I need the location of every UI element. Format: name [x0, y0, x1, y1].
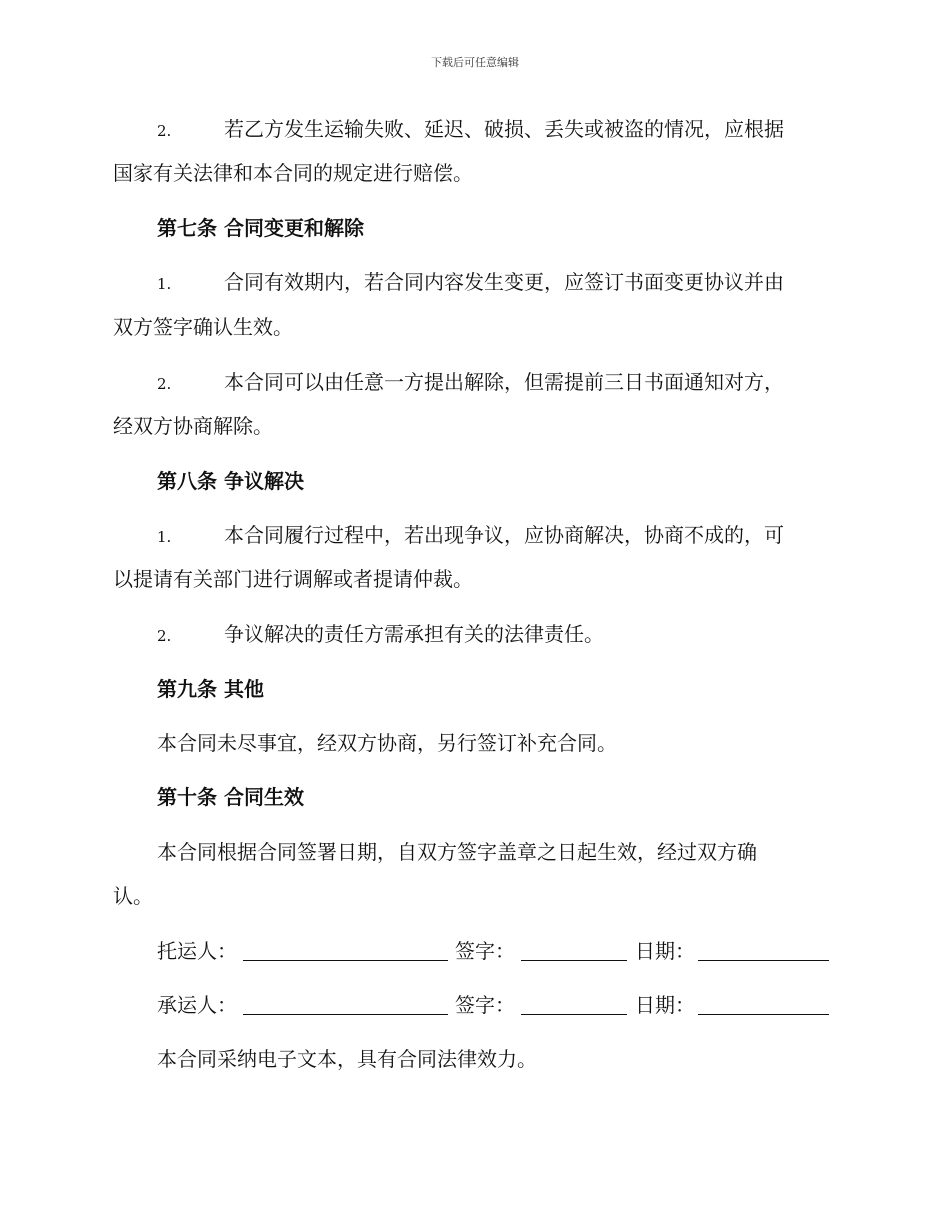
shipper-date-blank[interactable] — [698, 960, 829, 961]
section-heading: 第十条 合同生效 — [157, 785, 304, 809]
section-heading: 第七条 合同变更和解除 — [157, 216, 364, 240]
paragraph-line: 争议解决的责任方需承担有关的法律责任。 — [224, 622, 604, 646]
paragraph-line: 认。 — [113, 884, 153, 908]
item-number: 2. — [157, 627, 172, 645]
carrier-label: 承运人： — [157, 993, 237, 1017]
carrier-sign-label: 签字： — [455, 993, 515, 1017]
paragraph-line: 双方签字确认生效。 — [113, 315, 293, 339]
paragraph-line: 本合同未尽事宜，经双方协商，另行签订补充合同。 — [157, 731, 617, 755]
paragraph-line: 经双方协商解除。 — [113, 414, 273, 438]
item-number: 2. — [157, 375, 172, 393]
shipper-label: 托运人： — [157, 939, 237, 963]
item-number: 1. — [157, 528, 172, 546]
shipper-sign-blank[interactable] — [521, 960, 627, 961]
paragraph-line: 国家有关法律和本合同的规定进行赔偿。 — [113, 161, 473, 185]
carrier-date-blank[interactable] — [698, 1014, 829, 1015]
shipper-sign-label: 签字： — [455, 939, 515, 963]
section-heading: 第八条 争议解决 — [157, 469, 304, 493]
paragraph-line: 本合同履行过程中，若出现争议，应协商解决，协商不成的，可 — [224, 523, 784, 547]
paragraph-line: 本合同可以由任意一方提出解除，但需提前三日书面通知对方， — [224, 370, 784, 394]
closing-statement: 本合同采纳电子文本，具有合同法律效力。 — [157, 1047, 537, 1071]
carrier-sign-blank[interactable] — [521, 1014, 627, 1015]
carrier-date-label: 日期： — [635, 993, 695, 1017]
paragraph-line: 本合同根据合同签署日期，自双方签字盖章之日起生效，经过双方确 — [157, 840, 757, 864]
section-heading: 第九条 其他 — [157, 677, 264, 701]
shipper-date-label: 日期： — [635, 939, 695, 963]
paragraph-line: 若乙方发生运输失败、延迟、破损、丢失或被盗的情况，应根据 — [224, 117, 784, 141]
paragraph-line: 以提请有关部门进行调解或者提请仲裁。 — [113, 567, 473, 591]
carrier-blank[interactable] — [243, 1014, 448, 1015]
page-header: 下载后可任意编辑 — [431, 56, 519, 69]
paragraph-line: 合同有效期内，若合同内容发生变更，应签订书面变更协议并由 — [224, 270, 784, 294]
item-number: 2. — [157, 122, 172, 140]
shipper-blank[interactable] — [243, 960, 448, 961]
item-number: 1. — [157, 275, 172, 293]
